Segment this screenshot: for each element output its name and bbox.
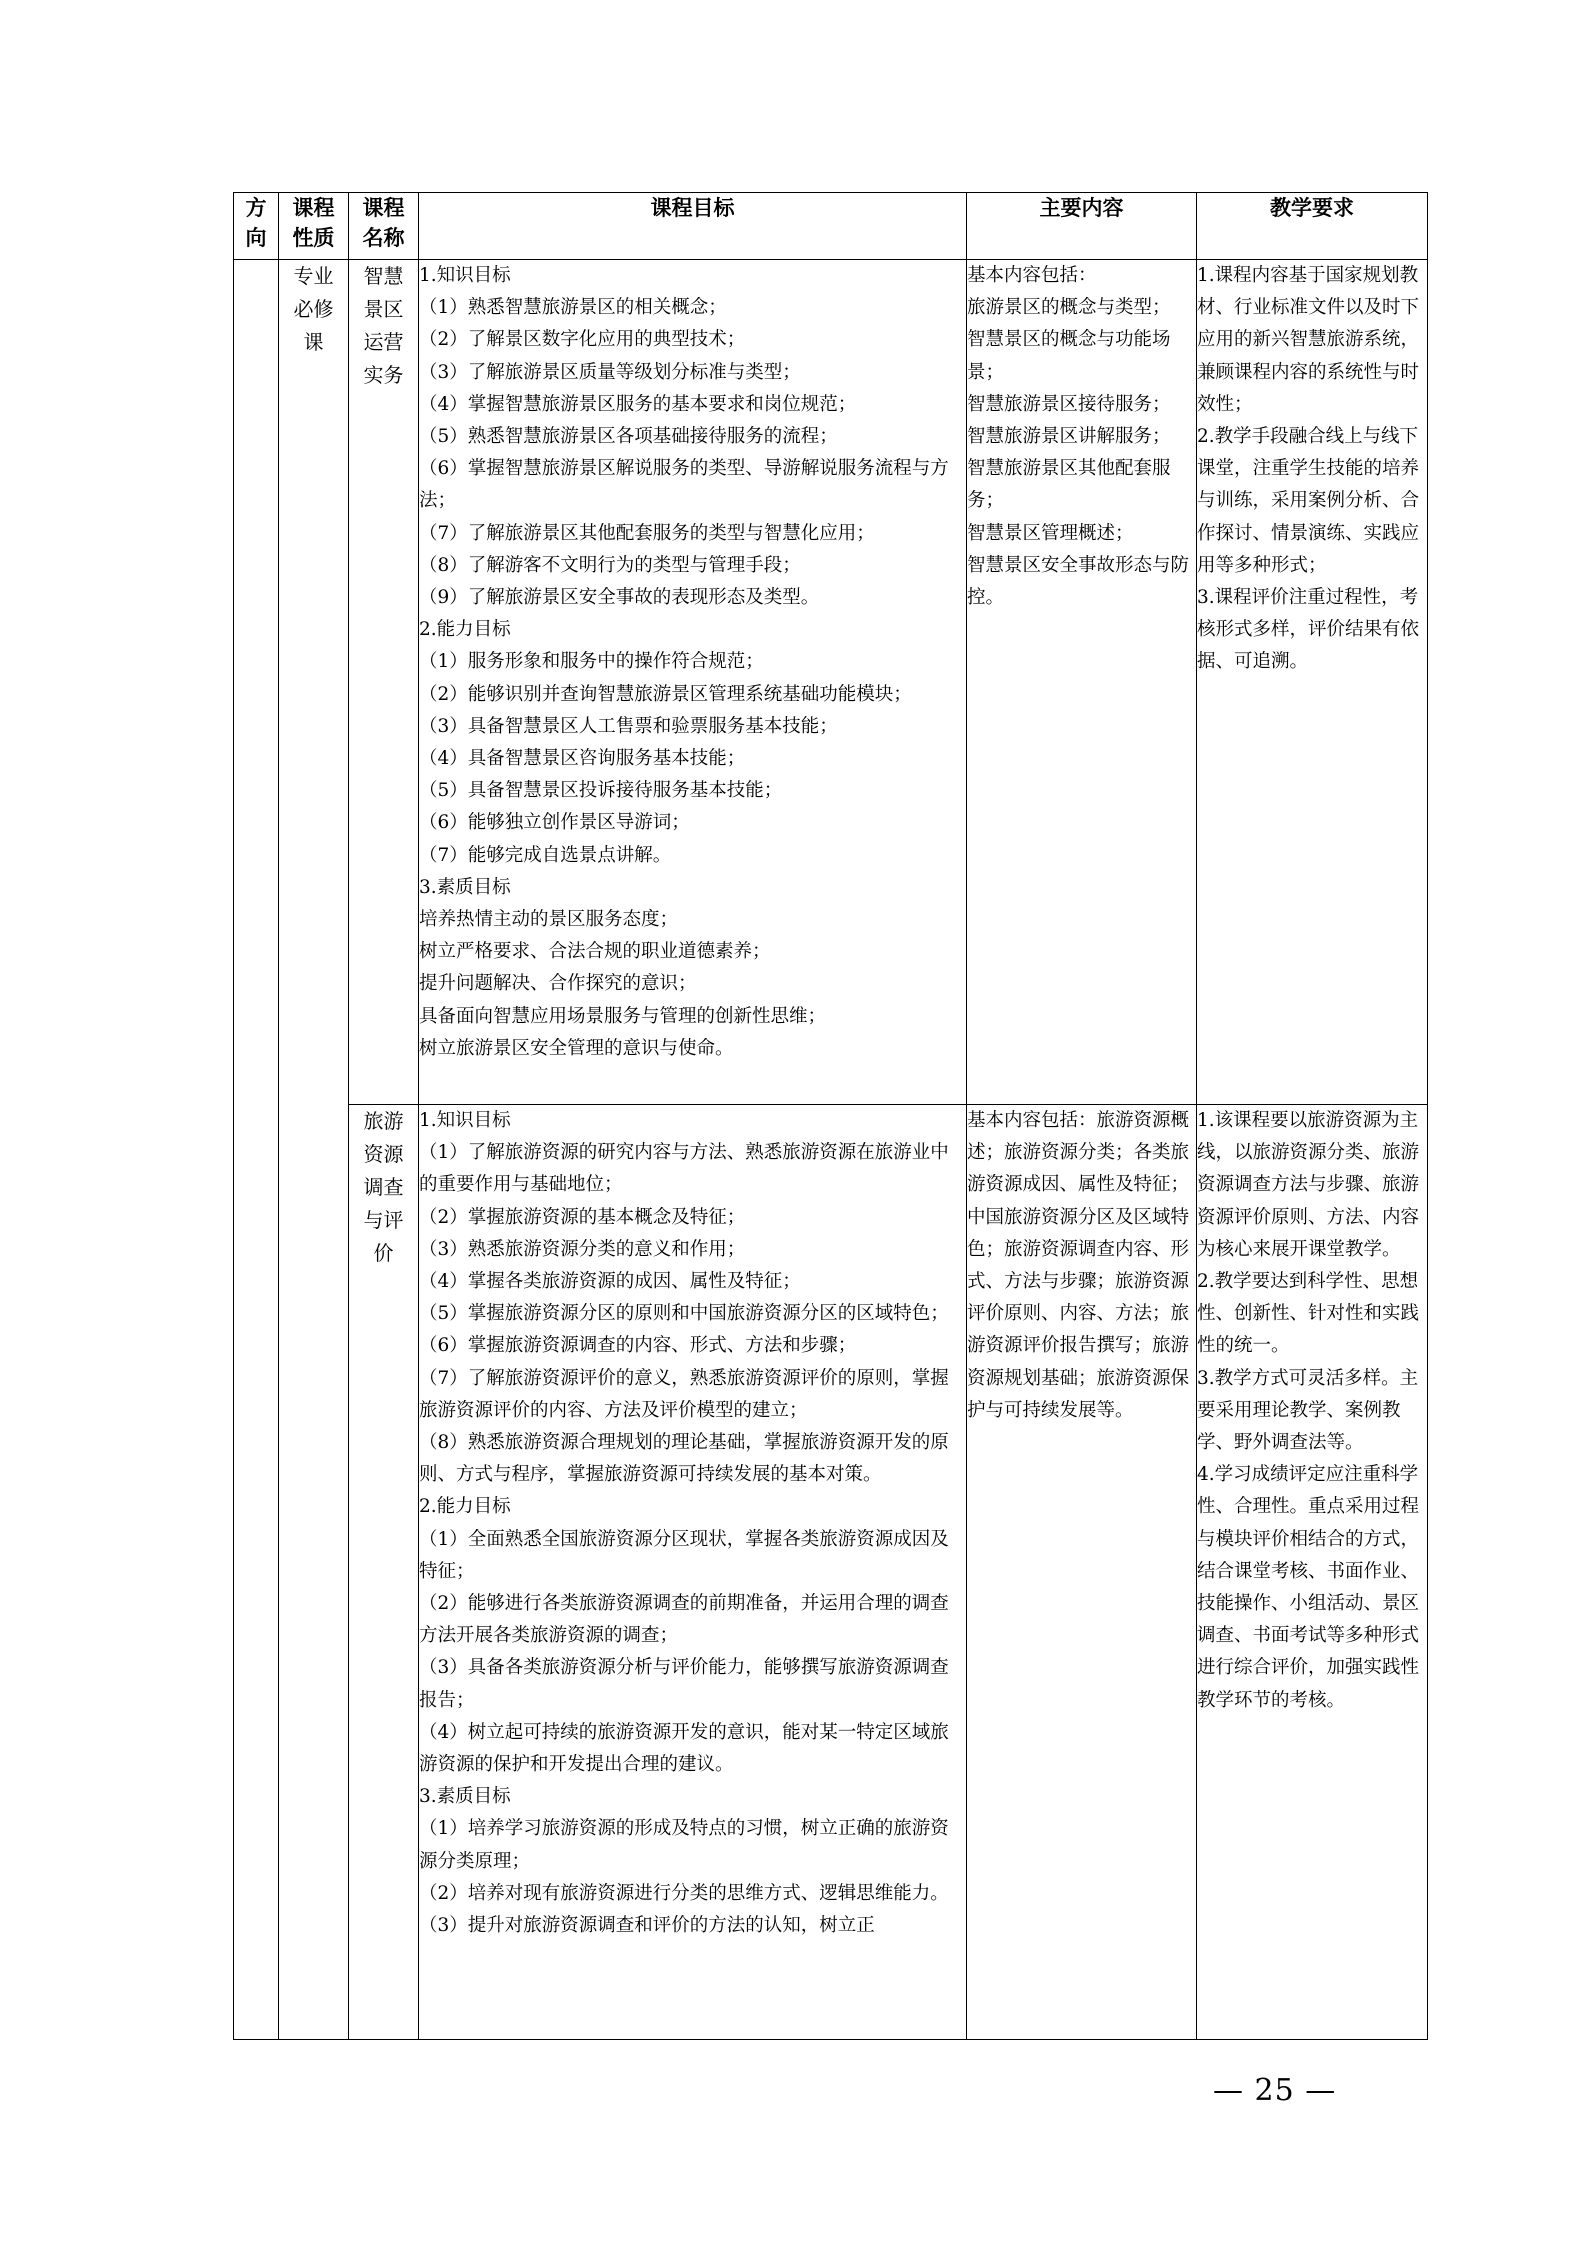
header-name: 课程名称 bbox=[349, 193, 419, 260]
header-direction: 方向 bbox=[234, 193, 279, 260]
course-requirements: 1.该课程要以旅游资源为主线，以旅游资源分类、旅游资源调查方法与步骤、旅游资源评价原则、方法、内容为核心来展开课堂教学。 2.教学要达到科学性、思想性、创新性、针对性和实践性的统一。 3.教学方式可灵活多样。主要采用理论教学、案例教学、野外调查法等。 4.学习成绩评定应注重科学性、合理性。重点采用过程与模块评价相结合的方式，结合课堂考核、书面作业、技能操作、小组活动、景区调查、书面考试等多种形式进行综合评价，加强实践性教学环节的考核。 bbox=[1197, 1105, 1428, 2040]
course-category: 专业必修课 bbox=[279, 260, 349, 2040]
table-row bbox=[234, 1105, 1428, 2040]
header-requirements: 教学要求 bbox=[1197, 193, 1428, 260]
course-name: 旅游资源调查与评价 bbox=[349, 1105, 419, 2040]
page-number: — 25 — bbox=[1213, 2073, 1337, 2108]
course-requirements: 1.课程内容基于国家规划教材、行业标准文件以及时下应用的新兴智慧旅游系统，兼顾课程内容的系统性与时效性； 2.教学手段融合线上与线下课堂，注重学生技能的培养与训练，采用案例分析、合作探讨、情景演练、实践应用等多种形式； 3.课程评价注重过程性，考核形式多样，评价结果有依据、可追溯。 bbox=[1197, 260, 1428, 1105]
course-objectives: 1.知识目标 （1）了解旅游资源的研究内容与方法、熟悉旅游资源在旅游业中的重要作用与基础地位； （2）掌握旅游资源的基本概念及特征； （3）熟悉旅游资源分类的意义和作用； （4）掌握各类旅游资源的成因、属性及特征； （5）掌握旅游资源分区的原则和中国旅游资源分区的区域特色； （6）掌握旅游资源调查的内容、形式、方法和步骤； （7）了解旅游资源评价的意义，熟悉旅游资源评价的原则，掌握旅游资源评价的内容、方法及评价模型的建立； （8）熟悉旅游资源合理规划的理论基础，掌握旅游资源开发的原则、方式与程序，掌握旅游资源可持续发展的基本对策。 2.能力目标 （1）全面熟悉全国旅游资源分区现状，掌握各类旅游资源成因及特征； （2）能够进行各类旅游资源调查的前期准备，并运用合理的调查方法开展各类旅游资源的调查； （3）具备各类旅游资源分析与评价能力，能够撰写旅游资源调查报告； （4）树立起可持续的旅游资源开发的意识，能对某一特定区域旅游资源的保护和开发提出合理的建议。 3.素质目标 （1）培养学习旅游资源的形成及特点的习惯，树立正确的旅游资源分类原理； （2）培养对现有旅游资源进行分类的思维方式、逻辑思维能力。 （3）提升对旅游资源调查和评价的方法的认知，树立正 bbox=[419, 1105, 967, 2040]
direction-cell bbox=[234, 260, 279, 2040]
course-objectives: 1.知识目标 （1）熟悉智慧旅游景区的相关概念； （2）了解景区数字化应用的典型技术； （3）了解旅游景区质量等级划分标准与类型； （4）掌握智慧旅游景区服务的基本要求和岗位规范； （5）熟悉智慧旅游景区各项基础接待服务的流程； （6）掌握智慧旅游景区解说服务的类型、导游解说服务流程与方法； （7）了解旅游景区其他配套服务的类型与智慧化应用； （8）了解游客不文明行为的类型与管理手段； （9）了解旅游景区安全事故的表现形态及类型。 2.能力目标 （1）服务形象和服务中的操作符合规范； （2）能够识别并查询智慧旅游景区管理系统基础功能模块； （3）具备智慧景区人工售票和验票服务基本技能； （4）具备智慧景区咨询服务基本技能； （5）具备智慧景区投诉接待服务基本技能； （6）能够独立创作景区导游词； （7）能够完成自选景点讲解。 3.素质目标 培养热情主动的景区服务态度； 树立严格要求、合法合规的职业道德素养； 提升问题解决、合作探究的意识； 具备面向智慧应用场景服务与管理的创新性思维； 树立旅游景区安全管理的意识与使命。 bbox=[419, 260, 967, 1105]
header-content: 主要内容 bbox=[967, 193, 1197, 260]
header-nature: 课程性质 bbox=[279, 193, 349, 260]
course-content: 基本内容包括：旅游资源概述；旅游资源分类；各类旅游资源成因、属性及特征；中国旅游资源分区及区域特色；旅游资源调查内容、形式、方法与步骤；旅游资源评价原则、内容、方法；旅游资源评价报告撰写；旅游资源规划基础；旅游资源保护与可持续发展等。 bbox=[967, 1105, 1197, 2040]
course-content: 基本内容包括： 旅游景区的概念与类型； 智慧景区的概念与功能场景； 智慧旅游景区接待服务； 智慧旅游景区讲解服务； 智慧旅游景区其他配套服务； 智慧景区管理概述； 智慧景区安全事故形态与防控。 bbox=[967, 260, 1197, 1105]
header-row bbox=[234, 193, 1428, 260]
header-objectives: 课程目标 bbox=[419, 193, 967, 260]
course-name: 智慧景区运营实务 bbox=[349, 260, 419, 1105]
curriculum-table bbox=[233, 192, 1428, 2040]
table-row bbox=[234, 260, 1428, 1105]
